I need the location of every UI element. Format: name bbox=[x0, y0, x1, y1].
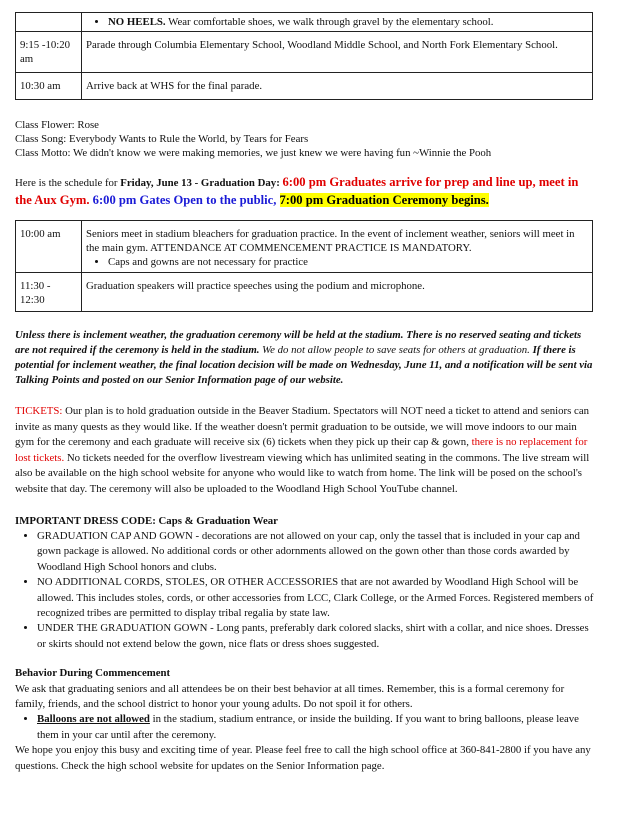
schedule-intro bbox=[15, 174, 595, 210]
balloons-label: Balloons are not allowed bbox=[37, 713, 150, 726]
schedule-cell: Parade through Columbia Elementary School, Woodland Middle School, and North Fork Elementary School. bbox=[82, 32, 593, 73]
table-row bbox=[16, 13, 593, 32]
behavior-heading: Behavior During Commencement bbox=[15, 667, 171, 680]
table-row bbox=[16, 32, 593, 73]
inclement-weather-notice bbox=[15, 328, 595, 388]
graduation-day-label: Friday, June 13 - Graduation Day: bbox=[120, 177, 283, 189]
schedule-cell: Arrive back at WHS for the final parade. bbox=[82, 73, 593, 100]
time-cell: 9:15 -10:20 am bbox=[16, 32, 82, 73]
tickets-label: TICKETS: bbox=[15, 405, 63, 417]
inclement-text-2: We do not allow people to save seats for others at graduation. bbox=[259, 344, 530, 356]
practice-text: Seniors meet in stadium bleachers for graduation practice. In the event of inclement weather, seniors will meet in the main gym. ATTENDANCE AT COMMENCEMENT PRACTICE IS MANDATORY. bbox=[86, 228, 575, 254]
tickets-warning: there is no replacement for lost tickets. bbox=[15, 436, 588, 464]
time-cell bbox=[16, 13, 82, 32]
class-motto: Class Motto: We didn't know we were making memories, we just knew we were having fun ~Winnie the Pooh bbox=[15, 147, 492, 159]
time-cell: 10:30 am bbox=[16, 73, 82, 100]
inclement-text-3: If there is potential for inclement weather, the final location decision will be made on Wednesday, June 11, and a notification will be sent via Talking Points and posted on our Senior Information page of our website. bbox=[15, 344, 593, 386]
dress-code-section bbox=[15, 514, 595, 653]
behavior-text: We ask that graduating seniors and all attendees be on their best behavior at all times. Remember, this is a formal ceremony for family, friends, and the school district to honor your young adults. Do not spoil it for others. bbox=[15, 682, 565, 711]
tickets-paragraph bbox=[15, 404, 595, 498]
table-row bbox=[16, 221, 593, 273]
list-item: • UNDER THE GRADUATION GOWN - Long pants, preferably dark colored slacks, shirt with a collar, and nice shoes. Dresses or skirts should not extend below the gown, nice flats or dress shoes suggested. bbox=[37, 621, 595, 652]
class-info bbox=[15, 118, 595, 160]
tickets-text-2: No tickets needed for the overflow livestream viewing which has unlimited seating in the commons. The live stream will also be available on the high school website for anyone who would like to watch from home. The link will be posed on the school's website that day. The ceremony will also be uploaded to the Woodland High School YouTube channel. bbox=[15, 451, 590, 495]
gates-open-text: 6:00 pm Gates Open to the public, bbox=[89, 193, 280, 207]
schedule-cell: Graduation speakers will practice speeches using the podium and microphone. bbox=[82, 273, 593, 312]
schedule-cell bbox=[82, 221, 593, 273]
schedule-intro-lead: Here is the schedule for bbox=[15, 177, 121, 189]
behavior-section bbox=[15, 666, 595, 774]
closing-text: We hope you enjoy this busy and exciting time of year. Please feel free to call the high school office at 360-841-2800 if you have any questions. Check the high school website for updates on the Senior Information page. bbox=[15, 744, 591, 772]
tickets-text-1: Our plan is to hold graduation outside in the Beaver Stadium. Spectators will NOT need a ticket to attend and seniors can invite as many quests as they would like. If the weather doesn't permit graduation to be outside, we will move indoors to our main gym for the ceremony and each graduate will receive six (6) tickets when they pick up their cap & gown, bbox=[15, 405, 590, 449]
time-cell: 11:30 - 12:30 bbox=[16, 273, 82, 312]
list-item: • GRADUATION CAP AND GOWN - decorations are not allowed on your cap, only the tassel that is included in your cap and gown package is allowed. No additional cords or other adornments allowed on the gown other than those cords awarded by Woodland High School honors and clubs. bbox=[37, 529, 595, 575]
balloons-text: in the stadium, stadium entrance, or inside the building. If you want to bring balloons, please leave them in your car until after the ceremony. bbox=[37, 713, 579, 741]
list-item: • Caps and gowns are not necessary for practice bbox=[108, 255, 588, 269]
list-item: • NO ADDITIONAL CORDS, STOLES, OR OTHER ACCESSORIES that are not awarded by Woodland High School will be allowed. This includes stoles, cords, or other accessories from LCC, Clark College, or the Armed Forces. Registered members of recognized tribes are permitted to display tribal regalia by state law. bbox=[37, 575, 595, 621]
list-item bbox=[108, 15, 588, 29]
document-page bbox=[15, 12, 595, 774]
inclement-text-1: Unless there is inclement weather, the graduation ceremony will be held at the stadium. There is no reserved seating and tickets are not required if the ceremony is held in the stadium. bbox=[15, 329, 582, 356]
list-item bbox=[37, 712, 595, 743]
table-row bbox=[16, 73, 593, 100]
class-flower: Class Flower: Rose bbox=[15, 119, 99, 131]
schedule-cell bbox=[82, 13, 593, 32]
practice-schedule-table bbox=[15, 220, 593, 312]
parade-schedule-table bbox=[15, 12, 593, 100]
time-cell: 10:00 am bbox=[16, 221, 82, 273]
class-song: Class Song: Everybody Wants to Rule the World, by Tears for Fears bbox=[15, 133, 309, 145]
no-heels-text: Wear comfortable shoes, we walk through gravel by the elementary school. bbox=[165, 16, 494, 28]
dress-code-heading: IMPORTANT DRESS CODE: Caps & Graduation Wear bbox=[15, 514, 278, 527]
no-heels-label: NO HEELS. bbox=[108, 16, 166, 28]
table-row bbox=[16, 273, 593, 312]
graduates-arrive-text: 6:00 pm Graduates arrive for prep and line up, meet in the Aux Gym. bbox=[15, 175, 579, 207]
ceremony-begins-text: 7:00 pm Graduation Ceremony begins. bbox=[279, 193, 489, 207]
